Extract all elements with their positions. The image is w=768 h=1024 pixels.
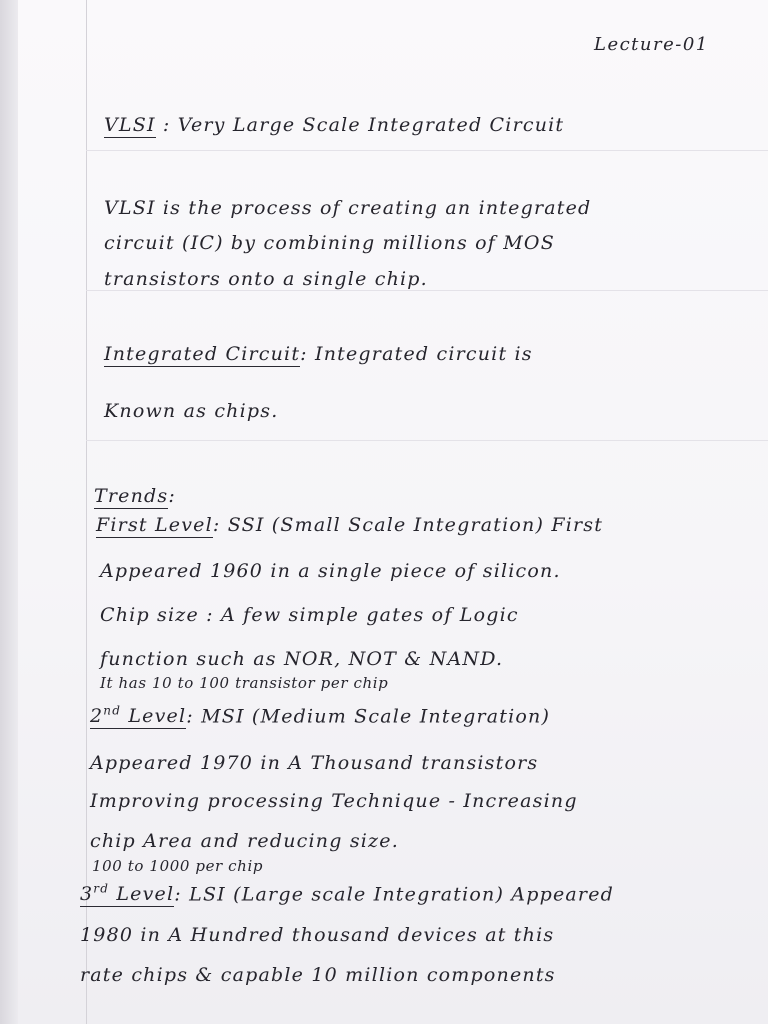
first-level-label: First Level: [96, 514, 213, 536]
second-level-word: Level: [121, 705, 187, 728]
intro-line-2: circuit (IC) by combining millions of MOS: [104, 232, 555, 254]
page-spine-shadow: [0, 0, 18, 1024]
second-level-line-4: chip Area and reducing size.: [90, 830, 399, 852]
third-level-line-3: rate chips & capable 10 million components: [80, 964, 556, 986]
ruled-line: [86, 150, 768, 151]
trends-title: Trends: [94, 485, 169, 507]
integrated-circuit-term: Integrated Circuit: [104, 343, 301, 365]
second-level-note: 100 to 1000 per chip: [92, 857, 264, 875]
first-level-line-3: Chip size : A few simple gates of Logic: [100, 604, 519, 626]
vlsi-term: VLSI: [104, 114, 156, 136]
vlsi-definition: Very Large Scale Integrated Circuit: [177, 114, 565, 136]
second-level-text: : MSI (Medium Scale Integration): [186, 705, 551, 728]
integrated-circuit-text: : Integrated circuit is: [300, 343, 533, 365]
first-level-line-2: Appeared 1960 in a single piece of silicon.: [100, 560, 561, 582]
intro-line-3: transistors onto a single chip.: [104, 268, 428, 290]
intro-line-1: VLSI is the process of creating an integrated: [104, 197, 592, 219]
third-level-word: Level: [109, 883, 175, 906]
second-level-number: 2: [90, 705, 104, 728]
third-level-text: : LSI (Large scale Integration) Appeared: [174, 883, 615, 906]
first-level-note: It has 10 to 100 transistor per chip: [100, 674, 389, 692]
third-level-suffix: rd: [93, 882, 110, 896]
second-level-suffix: nd: [103, 704, 122, 718]
second-level-line-2: Appeared 1970 in A Thousand transistors: [90, 752, 539, 774]
third-level-number: 3: [80, 883, 94, 906]
second-level-label: [90, 705, 186, 729]
third-level-line-2: 1980 in A Hundred thousand devices at this: [80, 924, 555, 946]
ruled-line: [86, 440, 768, 441]
third-level-label: [80, 883, 174, 907]
first-level-text: : SSI (Small Scale Integration) First: [212, 514, 604, 536]
second-level-line-3: Improving processing Technique - Increasing: [90, 790, 578, 812]
first-level-line-4: function such as NOR, NOT & NAND.: [100, 648, 504, 670]
integrated-circuit-line-2: Known as chips.: [104, 400, 279, 422]
lecture-number: Lecture-01: [594, 34, 709, 55]
first-level-line-1: [96, 514, 603, 537]
integrated-circuit-line-1: [104, 343, 533, 366]
vlsi-colon: :: [162, 114, 171, 136]
third-level-line-1: [80, 882, 614, 906]
trends-colon: :: [168, 485, 176, 507]
second-level-line-1: [90, 704, 550, 728]
margin-line: [86, 0, 87, 1024]
trends-heading: [94, 485, 176, 508]
vlsi-heading: [104, 114, 564, 137]
